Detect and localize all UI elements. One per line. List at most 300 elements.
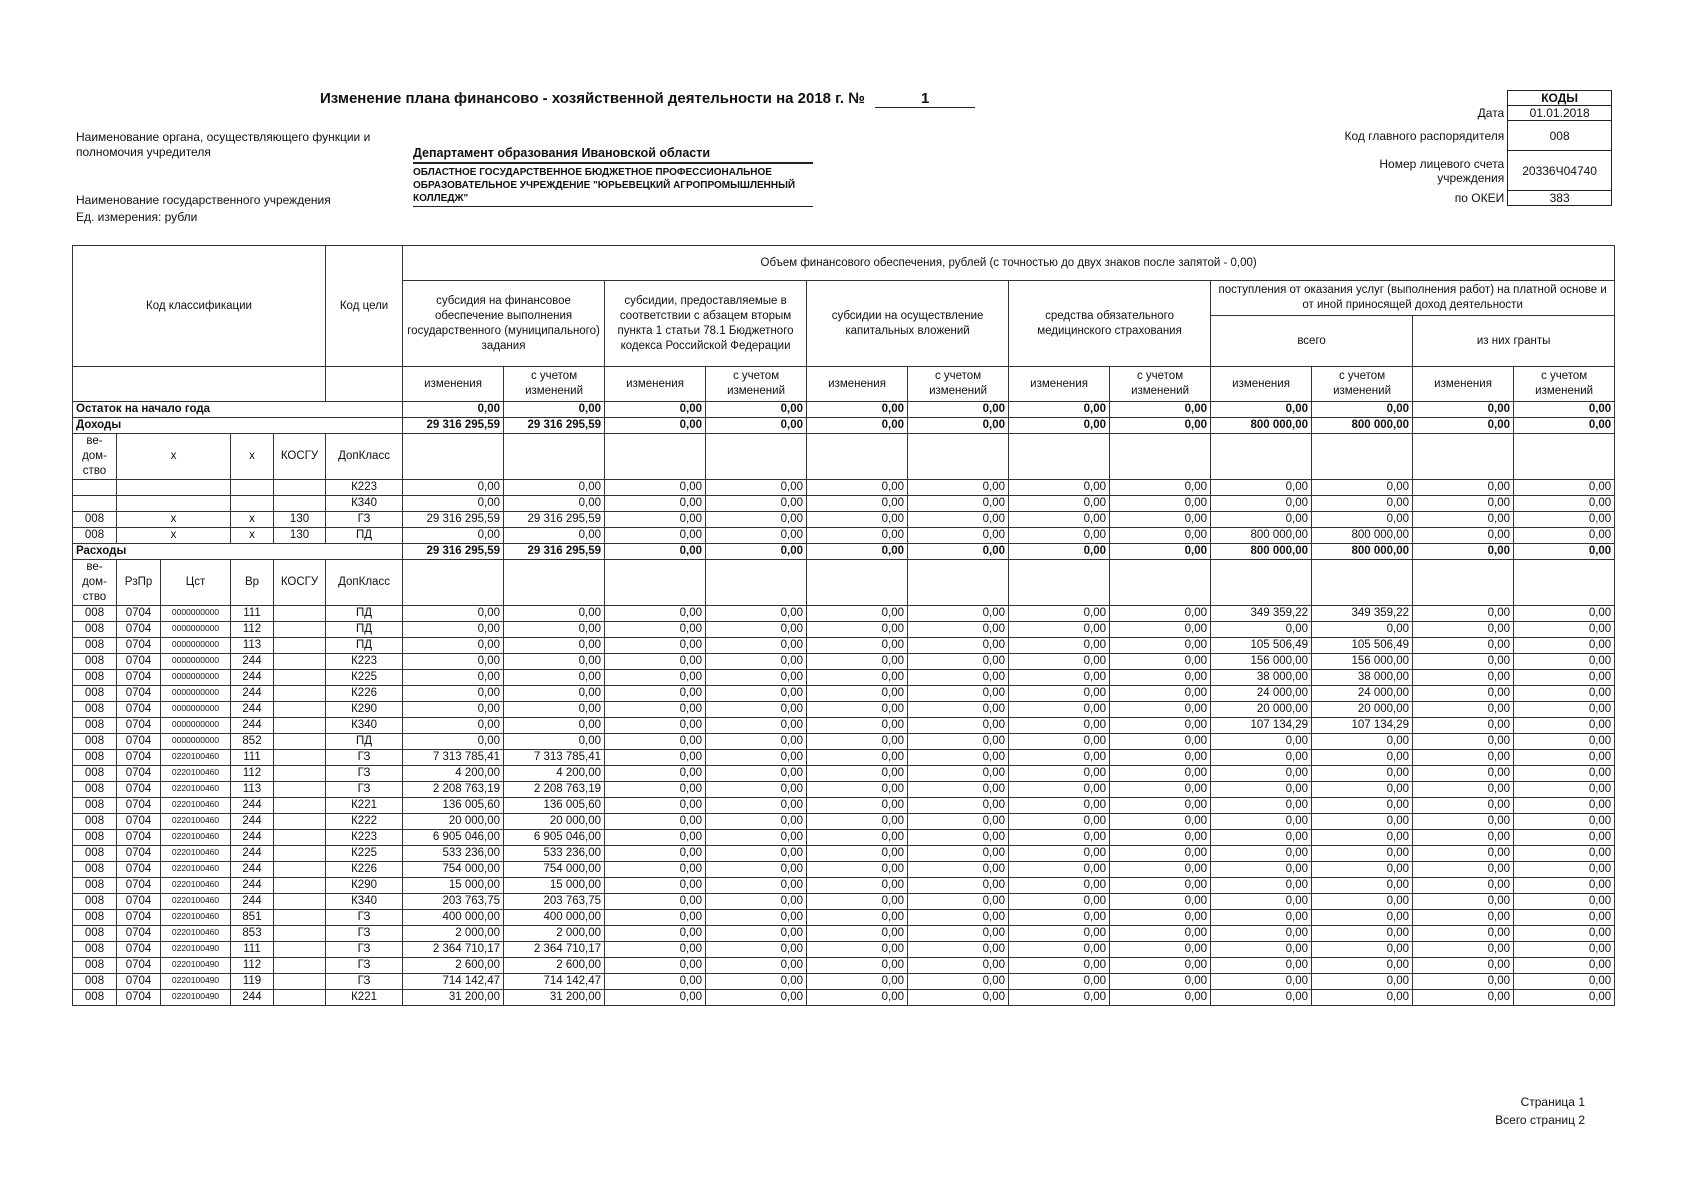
value-cell: 0,00 <box>807 750 908 766</box>
value-cell: 203 763,75 <box>504 894 605 910</box>
expense-row <box>73 638 1615 654</box>
empty-cell <box>403 434 504 480</box>
cell-kosgu <box>274 990 326 1006</box>
cell-dept: 008 <box>73 686 117 702</box>
value-cell: 0,00 <box>908 878 1009 894</box>
subheader-cell: Вр <box>231 560 274 606</box>
total-cell: 0,00 <box>605 418 706 434</box>
expense-row <box>73 782 1615 798</box>
total-cell: 0,00 <box>908 402 1009 418</box>
cell-cst: 0220100460 <box>161 750 231 766</box>
value-cell: 0,00 <box>1413 718 1514 734</box>
total-cell: 0,00 <box>1110 418 1211 434</box>
value-cell: 0,00 <box>403 638 504 654</box>
cell-rzpr: 0704 <box>117 830 161 846</box>
value-cell: 0,00 <box>1312 622 1413 638</box>
value-cell: 0,00 <box>706 654 807 670</box>
value-cell: 0,00 <box>605 702 706 718</box>
subheader-cell: Цст <box>161 560 231 606</box>
subhead-change: изменения <box>807 367 908 402</box>
page-number: Страница 1 <box>1520 1095 1585 1109</box>
unit-label: Ед. измерения: рубли <box>76 210 198 224</box>
value-cell: 0,00 <box>908 496 1009 512</box>
cell-cst: 0220100490 <box>161 990 231 1006</box>
value-cell: 0,00 <box>1110 862 1211 878</box>
expense-row <box>73 734 1615 750</box>
value-cell: 2 600,00 <box>504 958 605 974</box>
subheader-cell: КОСГУ <box>274 434 326 480</box>
cell-rzpr: 0704 <box>117 782 161 798</box>
income-row <box>73 496 1615 512</box>
value-cell: 0,00 <box>908 638 1009 654</box>
account-label: Номер лицевого счета учреждения <box>1379 156 1505 185</box>
institution-label: Наименование государственного учреждения <box>76 193 331 207</box>
value-cell: 400 000,00 <box>504 910 605 926</box>
value-cell: 0,00 <box>1312 862 1413 878</box>
value-cell: 0,00 <box>1514 654 1615 670</box>
value-cell: 0,00 <box>706 480 807 496</box>
value-cell: 0,00 <box>1514 974 1615 990</box>
expense-row <box>73 798 1615 814</box>
cell-dopklass: ГЗ <box>326 750 403 766</box>
row-expense <box>73 544 1615 560</box>
value-cell: 15 000,00 <box>504 878 605 894</box>
cell-vr: 244 <box>231 846 274 862</box>
value-cell: 2 600,00 <box>403 958 504 974</box>
value-cell: 0,00 <box>1211 512 1312 528</box>
cell-vr: 244 <box>231 990 274 1006</box>
codes-block <box>1340 90 1612 206</box>
subhead-with-changes: с учетом изменений <box>1312 367 1413 402</box>
value-cell: 0,00 <box>1009 974 1110 990</box>
value-cell: 0,00 <box>1413 512 1514 528</box>
value-cell: 0,00 <box>1312 878 1413 894</box>
cell-rzpr: 0704 <box>117 638 161 654</box>
value-cell: 0,00 <box>605 958 706 974</box>
value-cell: 0,00 <box>1514 878 1615 894</box>
founder-label: Наименование органа, осуществляющего функции и полномочия учредителя <box>76 130 371 159</box>
value-cell: 0,00 <box>605 878 706 894</box>
value-cell: 0,00 <box>908 782 1009 798</box>
total-cell: 0,00 <box>605 544 706 560</box>
value-cell: 0,00 <box>1211 878 1312 894</box>
value-cell: 349 359,22 <box>1312 606 1413 622</box>
empty-cell <box>605 434 706 480</box>
cell-dept: 008 <box>73 638 117 654</box>
cell-dopklass: К223 <box>326 830 403 846</box>
value-cell: 0,00 <box>706 750 807 766</box>
value-cell: 0,00 <box>1009 990 1110 1006</box>
subheader-cell: х <box>117 434 231 480</box>
value-cell: 203 763,75 <box>403 894 504 910</box>
value-cell: 0,00 <box>1413 862 1514 878</box>
value-cell: 20 000,00 <box>1211 702 1312 718</box>
value-cell: 2 000,00 <box>504 926 605 942</box>
col-paid: поступления от оказания услуг (выполнения работ) на платной основе и от иной приносящей доход деятельности <box>1211 281 1615 316</box>
cell-kosgu <box>274 718 326 734</box>
value-cell: 0,00 <box>1009 718 1110 734</box>
value-cell: 0,00 <box>1009 782 1110 798</box>
value-cell: 0,00 <box>1312 830 1413 846</box>
value-cell: 0,00 <box>706 846 807 862</box>
value-cell: 0,00 <box>1009 686 1110 702</box>
cell-dopklass: К226 <box>326 862 403 878</box>
cell-dopklass: К221 <box>326 990 403 1006</box>
cell-dept: 008 <box>73 990 117 1006</box>
empty-cell <box>908 560 1009 606</box>
expense-subheader <box>73 560 1615 606</box>
value-cell: 0,00 <box>1009 638 1110 654</box>
value-cell: 0,00 <box>1413 878 1514 894</box>
value-cell: 0,00 <box>706 702 807 718</box>
total-cell: 0,00 <box>1514 418 1615 434</box>
value-cell: 0,00 <box>807 654 908 670</box>
total-cell: 800 000,00 <box>1312 544 1413 560</box>
okei-label: по ОКЕИ <box>1454 191 1505 205</box>
value-cell: 0,00 <box>1211 974 1312 990</box>
value-cell: 0,00 <box>605 910 706 926</box>
value-cell: 0,00 <box>1514 926 1615 942</box>
value-cell: 0,00 <box>1211 496 1312 512</box>
total-cell: 0,00 <box>403 402 504 418</box>
cell-vr: 244 <box>231 862 274 878</box>
value-cell: 0,00 <box>1514 734 1615 750</box>
cell-kosgu <box>274 958 326 974</box>
value-cell: 0,00 <box>1110 766 1211 782</box>
value-cell: 0,00 <box>1110 606 1211 622</box>
cell-dept: 008 <box>73 622 117 638</box>
value-cell: 0,00 <box>807 878 908 894</box>
total-cell: 0,00 <box>1009 418 1110 434</box>
cell-cst: 0220100460 <box>161 926 231 942</box>
value-cell: 0,00 <box>1009 814 1110 830</box>
value-cell: 0,00 <box>1413 894 1514 910</box>
value-cell: 0,00 <box>1413 638 1514 654</box>
value-cell: 0,00 <box>605 622 706 638</box>
cell-rzpr: 0704 <box>117 750 161 766</box>
value-cell: 0,00 <box>908 528 1009 544</box>
cell-cst: 0220100460 <box>161 862 231 878</box>
empty-cell <box>1514 434 1615 480</box>
expense-row <box>73 750 1615 766</box>
account-value: 20336Ч04740 <box>1508 151 1612 191</box>
value-cell: 0,00 <box>706 528 807 544</box>
expense-row <box>73 926 1615 942</box>
value-cell: 0,00 <box>807 480 908 496</box>
value-cell: 800 000,00 <box>1312 528 1413 544</box>
cell-cst: 0000000000 <box>161 670 231 686</box>
value-cell: 0,00 <box>908 862 1009 878</box>
value-cell: 0,00 <box>706 798 807 814</box>
value-cell: 0,00 <box>706 910 807 926</box>
cell-dopklass: К225 <box>326 670 403 686</box>
value-cell: 0,00 <box>1009 654 1110 670</box>
value-cell: 0,00 <box>605 862 706 878</box>
document-title <box>320 90 975 108</box>
value-cell: 0,00 <box>1312 942 1413 958</box>
value-cell: 156 000,00 <box>1312 654 1413 670</box>
value-cell: 0,00 <box>1211 894 1312 910</box>
col-medical: средства обязательного медицинского страхования <box>1009 281 1211 367</box>
value-cell: 0,00 <box>605 686 706 702</box>
value-cell: 0,00 <box>1514 512 1615 528</box>
value-cell: 6 905 046,00 <box>403 830 504 846</box>
value-cell: 0,00 <box>403 622 504 638</box>
value-cell: 29 316 295,59 <box>403 512 504 528</box>
value-cell: 0,00 <box>1413 990 1514 1006</box>
value-cell: 0,00 <box>605 496 706 512</box>
empty-cell <box>1312 434 1413 480</box>
total-cell: 0,00 <box>706 544 807 560</box>
value-cell: 0,00 <box>807 926 908 942</box>
value-cell: 0,00 <box>807 958 908 974</box>
value-cell: 0,00 <box>1413 798 1514 814</box>
value-cell: 0,00 <box>1514 782 1615 798</box>
cell-dept <box>73 480 117 496</box>
cell-cst: 0000000000 <box>161 718 231 734</box>
value-cell: 0,00 <box>908 974 1009 990</box>
value-cell: 0,00 <box>908 830 1009 846</box>
col-grants: из них гранты <box>1413 316 1615 367</box>
value-cell: 0,00 <box>1312 894 1413 910</box>
cell-x: х <box>231 528 274 544</box>
total-cell: 0,00 <box>1413 544 1514 560</box>
value-cell: 400 000,00 <box>403 910 504 926</box>
cell-rzpr: 0704 <box>117 926 161 942</box>
value-cell: 0,00 <box>1211 766 1312 782</box>
value-cell: 0,00 <box>605 670 706 686</box>
cell-vr: 111 <box>231 606 274 622</box>
value-cell: 107 134,29 <box>1312 718 1413 734</box>
cell-dept: 008 <box>73 926 117 942</box>
institution-value: ОБЛАСТНОЕ ГОСУДАРСТВЕННОЕ БЮДЖЕТНОЕ ПРОФЕССИОНАЛЬНОЕ ОБРАЗОВАТЕЛЬНОЕ УЧРЕЖДЕНИЕ "ЮРЬЕВЕЦКИЙ АГРОПРОМЫШЛЕННЫЙ КОЛЛЕДЖ" <box>413 166 813 207</box>
value-cell: 0,00 <box>1514 670 1615 686</box>
value-cell: 0,00 <box>605 846 706 862</box>
date-label: Дата <box>1477 106 1505 120</box>
value-cell: 0,00 <box>1009 702 1110 718</box>
cell-vr: 244 <box>231 830 274 846</box>
value-cell: 0,00 <box>1312 814 1413 830</box>
cell-rzpr: 0704 <box>117 846 161 862</box>
col-classification: Код классификации <box>73 246 326 367</box>
value-cell: 0,00 <box>908 750 1009 766</box>
value-cell: 0,00 <box>1312 750 1413 766</box>
subheader-cell: РзПр <box>117 560 161 606</box>
cell-cst: 0000000000 <box>161 702 231 718</box>
cell-dopklass: ГЗ <box>326 926 403 942</box>
cell-kosgu <box>274 974 326 990</box>
value-cell: 0,00 <box>1514 958 1615 974</box>
cell-dopklass: К290 <box>326 702 403 718</box>
page-footer <box>1475 1093 1585 1129</box>
subhead-change: изменения <box>1413 367 1514 402</box>
value-cell: 0,00 <box>605 528 706 544</box>
value-cell: 0,00 <box>1110 638 1211 654</box>
value-cell: 0,00 <box>1110 622 1211 638</box>
cell-kosgu: 130 <box>274 512 326 528</box>
value-cell: 0,00 <box>908 926 1009 942</box>
value-cell: 754 000,00 <box>403 862 504 878</box>
value-cell: 0,00 <box>706 862 807 878</box>
value-cell: 0,00 <box>1009 606 1110 622</box>
value-cell: 0,00 <box>807 734 908 750</box>
total-cell: 0,00 <box>1514 402 1615 418</box>
income-subheader <box>73 434 1615 480</box>
value-cell: 136 005,60 <box>403 798 504 814</box>
empty-cell <box>706 560 807 606</box>
value-cell: 0,00 <box>1009 528 1110 544</box>
cell-dept: 008 <box>73 670 117 686</box>
cell-cst: 0000000000 <box>161 606 231 622</box>
cell-kosgu <box>274 878 326 894</box>
value-cell: 0,00 <box>807 846 908 862</box>
value-cell: 0,00 <box>1009 750 1110 766</box>
subhead-with-changes: с учетом изменений <box>504 367 605 402</box>
value-cell: 0,00 <box>1413 480 1514 496</box>
value-cell: 31 200,00 <box>403 990 504 1006</box>
subhead-change: изменения <box>1211 367 1312 402</box>
value-cell: 0,00 <box>1312 798 1413 814</box>
value-cell: 0,00 <box>1413 814 1514 830</box>
subhead-blank <box>73 367 326 402</box>
cell-rzpr: 0704 <box>117 798 161 814</box>
value-cell: 2 364 710,17 <box>504 942 605 958</box>
value-cell: 0,00 <box>1413 846 1514 862</box>
value-cell: 0,00 <box>1514 910 1615 926</box>
expense-row <box>73 942 1615 958</box>
value-cell: 0,00 <box>1110 894 1211 910</box>
value-cell: 0,00 <box>1009 512 1110 528</box>
value-cell: 0,00 <box>706 894 807 910</box>
cell-dept: 008 <box>73 528 117 544</box>
value-cell: 0,00 <box>908 622 1009 638</box>
cell-vr: 111 <box>231 750 274 766</box>
cell-rzpr: 0704 <box>117 974 161 990</box>
value-cell: 7 313 785,41 <box>403 750 504 766</box>
cell-x <box>117 480 231 496</box>
value-cell: 0,00 <box>908 798 1009 814</box>
value-cell: 0,00 <box>1312 496 1413 512</box>
value-cell: 0,00 <box>1110 846 1211 862</box>
document-number: 1 <box>875 90 975 108</box>
value-cell: 0,00 <box>504 480 605 496</box>
cell-dept: 008 <box>73 606 117 622</box>
value-cell: 0,00 <box>504 638 605 654</box>
total-cell: 29 316 295,59 <box>504 418 605 434</box>
total-cell: 0,00 <box>504 402 605 418</box>
value-cell: 0,00 <box>706 878 807 894</box>
value-cell: 0,00 <box>807 894 908 910</box>
value-cell: 0,00 <box>807 638 908 654</box>
value-cell: 0,00 <box>1009 846 1110 862</box>
income-row <box>73 480 1615 496</box>
row-start-balance <box>73 402 1615 418</box>
value-cell: 0,00 <box>908 734 1009 750</box>
value-cell: 0,00 <box>807 974 908 990</box>
value-cell: 0,00 <box>1110 798 1211 814</box>
cell-x <box>231 480 274 496</box>
value-cell: 0,00 <box>1009 766 1110 782</box>
value-cell: 6 905 046,00 <box>504 830 605 846</box>
empty-cell <box>1211 434 1312 480</box>
total-cell: 0,00 <box>807 544 908 560</box>
value-cell: 29 316 295,59 <box>504 512 605 528</box>
cell-rzpr: 0704 <box>117 878 161 894</box>
value-cell: 0,00 <box>1110 702 1211 718</box>
subhead-change: изменения <box>403 367 504 402</box>
value-cell: 0,00 <box>1413 766 1514 782</box>
total-cell: 0,00 <box>706 418 807 434</box>
chief-value: 008 <box>1508 121 1612 151</box>
founder-value: Департамент образования Ивановской области <box>413 146 813 163</box>
value-cell: 0,00 <box>1009 734 1110 750</box>
value-cell: 0,00 <box>1514 686 1615 702</box>
subhead-change: изменения <box>1009 367 1110 402</box>
empty-cell <box>706 434 807 480</box>
value-cell: 0,00 <box>807 702 908 718</box>
value-cell: 0,00 <box>1312 910 1413 926</box>
value-cell: 0,00 <box>504 670 605 686</box>
value-cell: 0,00 <box>706 718 807 734</box>
value-cell: 349 359,22 <box>1211 606 1312 622</box>
value-cell: 0,00 <box>403 606 504 622</box>
cell-rzpr: 0704 <box>117 686 161 702</box>
cell-dopklass: К222 <box>326 814 403 830</box>
value-cell: 533 236,00 <box>504 846 605 862</box>
total-cell: 0,00 <box>1110 544 1211 560</box>
value-cell: 0,00 <box>908 814 1009 830</box>
cell-dept: 008 <box>73 512 117 528</box>
subheader-cell: КОСГУ <box>274 560 326 606</box>
value-cell: 0,00 <box>1009 798 1110 814</box>
cell-dopklass: ГЗ <box>326 766 403 782</box>
total-cell: 0,00 <box>1110 402 1211 418</box>
col-capital: субсидии на осуществление капитальных вложений <box>807 281 1009 367</box>
cell-cst: 0220100460 <box>161 910 231 926</box>
value-cell: 0,00 <box>403 528 504 544</box>
expense-row <box>73 846 1615 862</box>
cell-dopklass: К226 <box>326 686 403 702</box>
expense-row <box>73 654 1615 670</box>
empty-cell <box>504 560 605 606</box>
subhead-blank-purpose <box>326 367 403 402</box>
value-cell: 0,00 <box>1514 766 1615 782</box>
codes-header: КОДЫ <box>1508 91 1612 106</box>
value-cell: 0,00 <box>706 622 807 638</box>
cell-cst: 0220100460 <box>161 878 231 894</box>
subhead-change: изменения <box>605 367 706 402</box>
total-cell: 0,00 <box>1211 402 1312 418</box>
value-cell: 2 364 710,17 <box>403 942 504 958</box>
cell-dept: 008 <box>73 814 117 830</box>
value-cell: 0,00 <box>706 734 807 750</box>
cell-rzpr: 0704 <box>117 894 161 910</box>
row-expense-label: Расходы <box>73 544 403 560</box>
value-cell: 0,00 <box>807 622 908 638</box>
expense-row <box>73 894 1615 910</box>
cell-dopklass: К340 <box>326 894 403 910</box>
expense-row <box>73 878 1615 894</box>
value-cell: 0,00 <box>1514 798 1615 814</box>
value-cell: 0,00 <box>1211 798 1312 814</box>
value-cell: 0,00 <box>807 766 908 782</box>
cell-dept: 008 <box>73 878 117 894</box>
value-cell: 0,00 <box>1514 942 1615 958</box>
cell-kosgu <box>274 862 326 878</box>
cell-vr: 112 <box>231 958 274 974</box>
cell-dopklass: ГЗ <box>326 958 403 974</box>
value-cell: 0,00 <box>403 496 504 512</box>
